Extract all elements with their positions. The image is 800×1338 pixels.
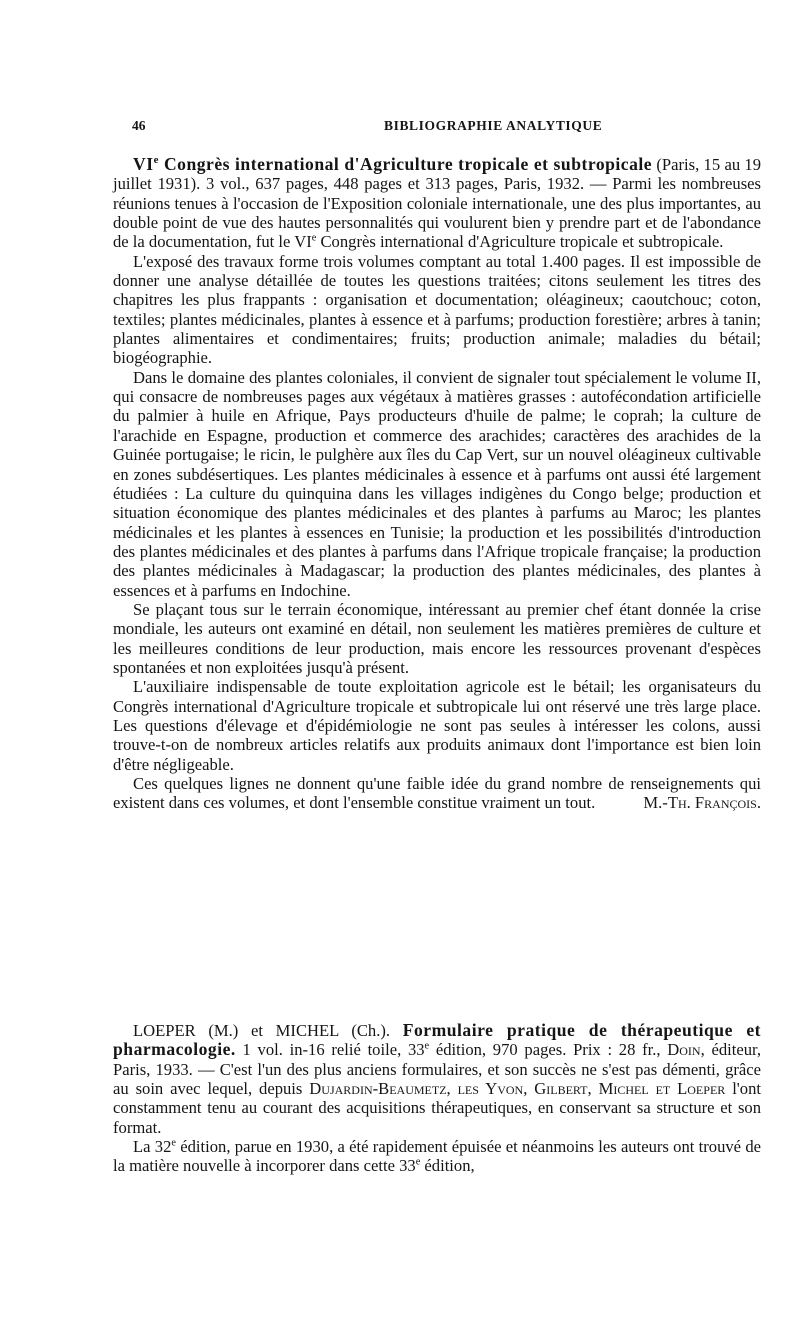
review-congres-agriculture [113,155,761,813]
body-paragraph: L'auxiliaire indispensable de toute exploitation agricole est le bétail; les organisateurs du Congrès international d'Agriculture tropicale et subtropicale lui ont réservé une très large place. Les questions d'élevage et d'épidémiologie ne sont pas seules à intéresser les colons, aussi trouve-t-on de nombreux articles relatifs aux produits animaux dont l'importance est bien loin d'être négligeable. [113,677,761,774]
body-paragraph [113,1137,761,1176]
signature: M.-Th. François. [643,793,761,813]
body-text: La 32 [133,1137,172,1157]
bib-details-superscript: e [311,232,317,244]
bibliographic-details: 1 vol. in-16 relié toile, 33 [235,1040,425,1060]
title-ordinal-suffix: e [153,154,159,167]
body-paragraph: Se plaçant tous sur le terrain économique, intéressant au premier chef étant donnée la crise mondiale, les auteurs ont examiné en détail, non seulement les matières premières de culture et les meilleures conditions de leur production, mais encore les ressources provenant d'espèces spontanées et non exploitées jusqu'à présent. [113,599,761,677]
running-title: BIBLIOGRAPHIE ANALYTIQUE [384,118,603,133]
body-paragraph: L'exposé des travaux forme trois volumes comptant au total 1.400 pages. Il est impossible de donner une analyse détaillée de toutes les questions traitées; citons seulement les titres des chapitres les plus frappants : organisation et documentation; oléagineux; caoutchouc; coton, textiles; plantes médicinales, plantes à essence et à parfums; production forestière; arbres à tanin; plantes alimentaires et condimentaires; fruits; production animale; maladies du bétail; biogéographie. [113,251,761,368]
bibliographic-details: , éditeur, Paris, 1933. — C'est l'un des plus anciens formulaires, et son succès ne s'est pas démenti, grâce au soin avec lequel, depuis [113,1040,762,1099]
edition-superscript: e [424,1040,430,1052]
body-text: édition, parue en 1930, a été rapidement épuisée et néanmoins les auteurs ont trouvé de la matière nouvelle à incorporer dans cette 33 [113,1137,761,1176]
edition-superscript: e [171,1137,176,1149]
closing-paragraph [113,774,761,813]
entry-title [133,154,652,174]
review-entry-paragraph [113,1021,761,1137]
bibliographic-details: (Paris, 15 au 19 juillet 1931). 3 vol., 637 pages, 448 pages et 313 pages, Paris, 1932. — Parmi les nombreuses réunions tenues à l'occasion de l'Exposition coloniale internationale, une des plus importantes, au double point de vue des hautes personnalités qui voulurent bien y prendre part et de l'abondance de la documentation, fut le VI [113,155,762,252]
publisher-name: Doin [667,1040,701,1060]
page-number: 46 [132,118,146,133]
edition-superscript: e [415,1156,421,1168]
running-head [132,118,762,138]
review-entry-paragraph [113,155,761,252]
bibliographic-details-end: Congrès international d'Agriculture tropicale et subtropicale. [316,232,724,252]
title-ordinal: VI [133,154,154,174]
review-formulaire-therapeutique [113,1021,761,1176]
title-text: Congrès international d'Agriculture tropicale et subtropicale [158,154,653,174]
body-text: édition, [420,1156,475,1176]
entry-title: Formulaire pratique de thérapeutique et pharmacologie. [113,1020,761,1060]
bibliographic-details: l'ont constamment tenu au courant des acquisitions thérapeutiques, en conservant sa structure et son format. [113,1079,761,1137]
contributor-names: Dujardin-Beaumetz, les Yvon, Gilbert, Michel et Loeper [309,1079,726,1099]
entry-authors: LOEPER (M.) et MICHEL (Ch.). [133,1021,391,1040]
closing-text: Ces quelques lignes ne donnent qu'une faible idée du grand nombre de renseignements qui existent dans ces volumes, et dont l'ensemble constitue vraiment un tout. [113,774,761,813]
body-paragraph: Dans le domaine des plantes coloniales, il convient de signaler tout spécialement le volume II, qui consacre de nombreuses pages aux végétaux à matières grasses : autofécondation artificielle du palmier à huile en Afrique, Pays producteurs d'huile de palme; le coprah; la culture de l'arachide en Espagne, production et commerce des arachides; caractères des arachides de la Guinée portugaise; le ricin, le pulghère aux îles du Cap Vert, sur un nouvel oléagineux cultivable en zones subdésertiques. Les plantes médicinales à essence et à parfums ont aussi été largement étudiées : La culture du quinquina dans les villages indigènes du Congo belge; production et situation économique des plantes médicinales et des plantes à parfums au Maroc; les plantes médicinales et les plantes à essences en Tunisie; la production et les possibilités d'introduction des plantes médicinales et des plantes à parfums dans l'Afrique tropicale française; la production des plantes médicinales à Madagascar; la production des plantes médicinales, des plantes à essences et à parfums en Indochine. [113,367,761,600]
bibliographic-details: édition, 970 pages. Prix : 28 fr., [429,1040,668,1060]
